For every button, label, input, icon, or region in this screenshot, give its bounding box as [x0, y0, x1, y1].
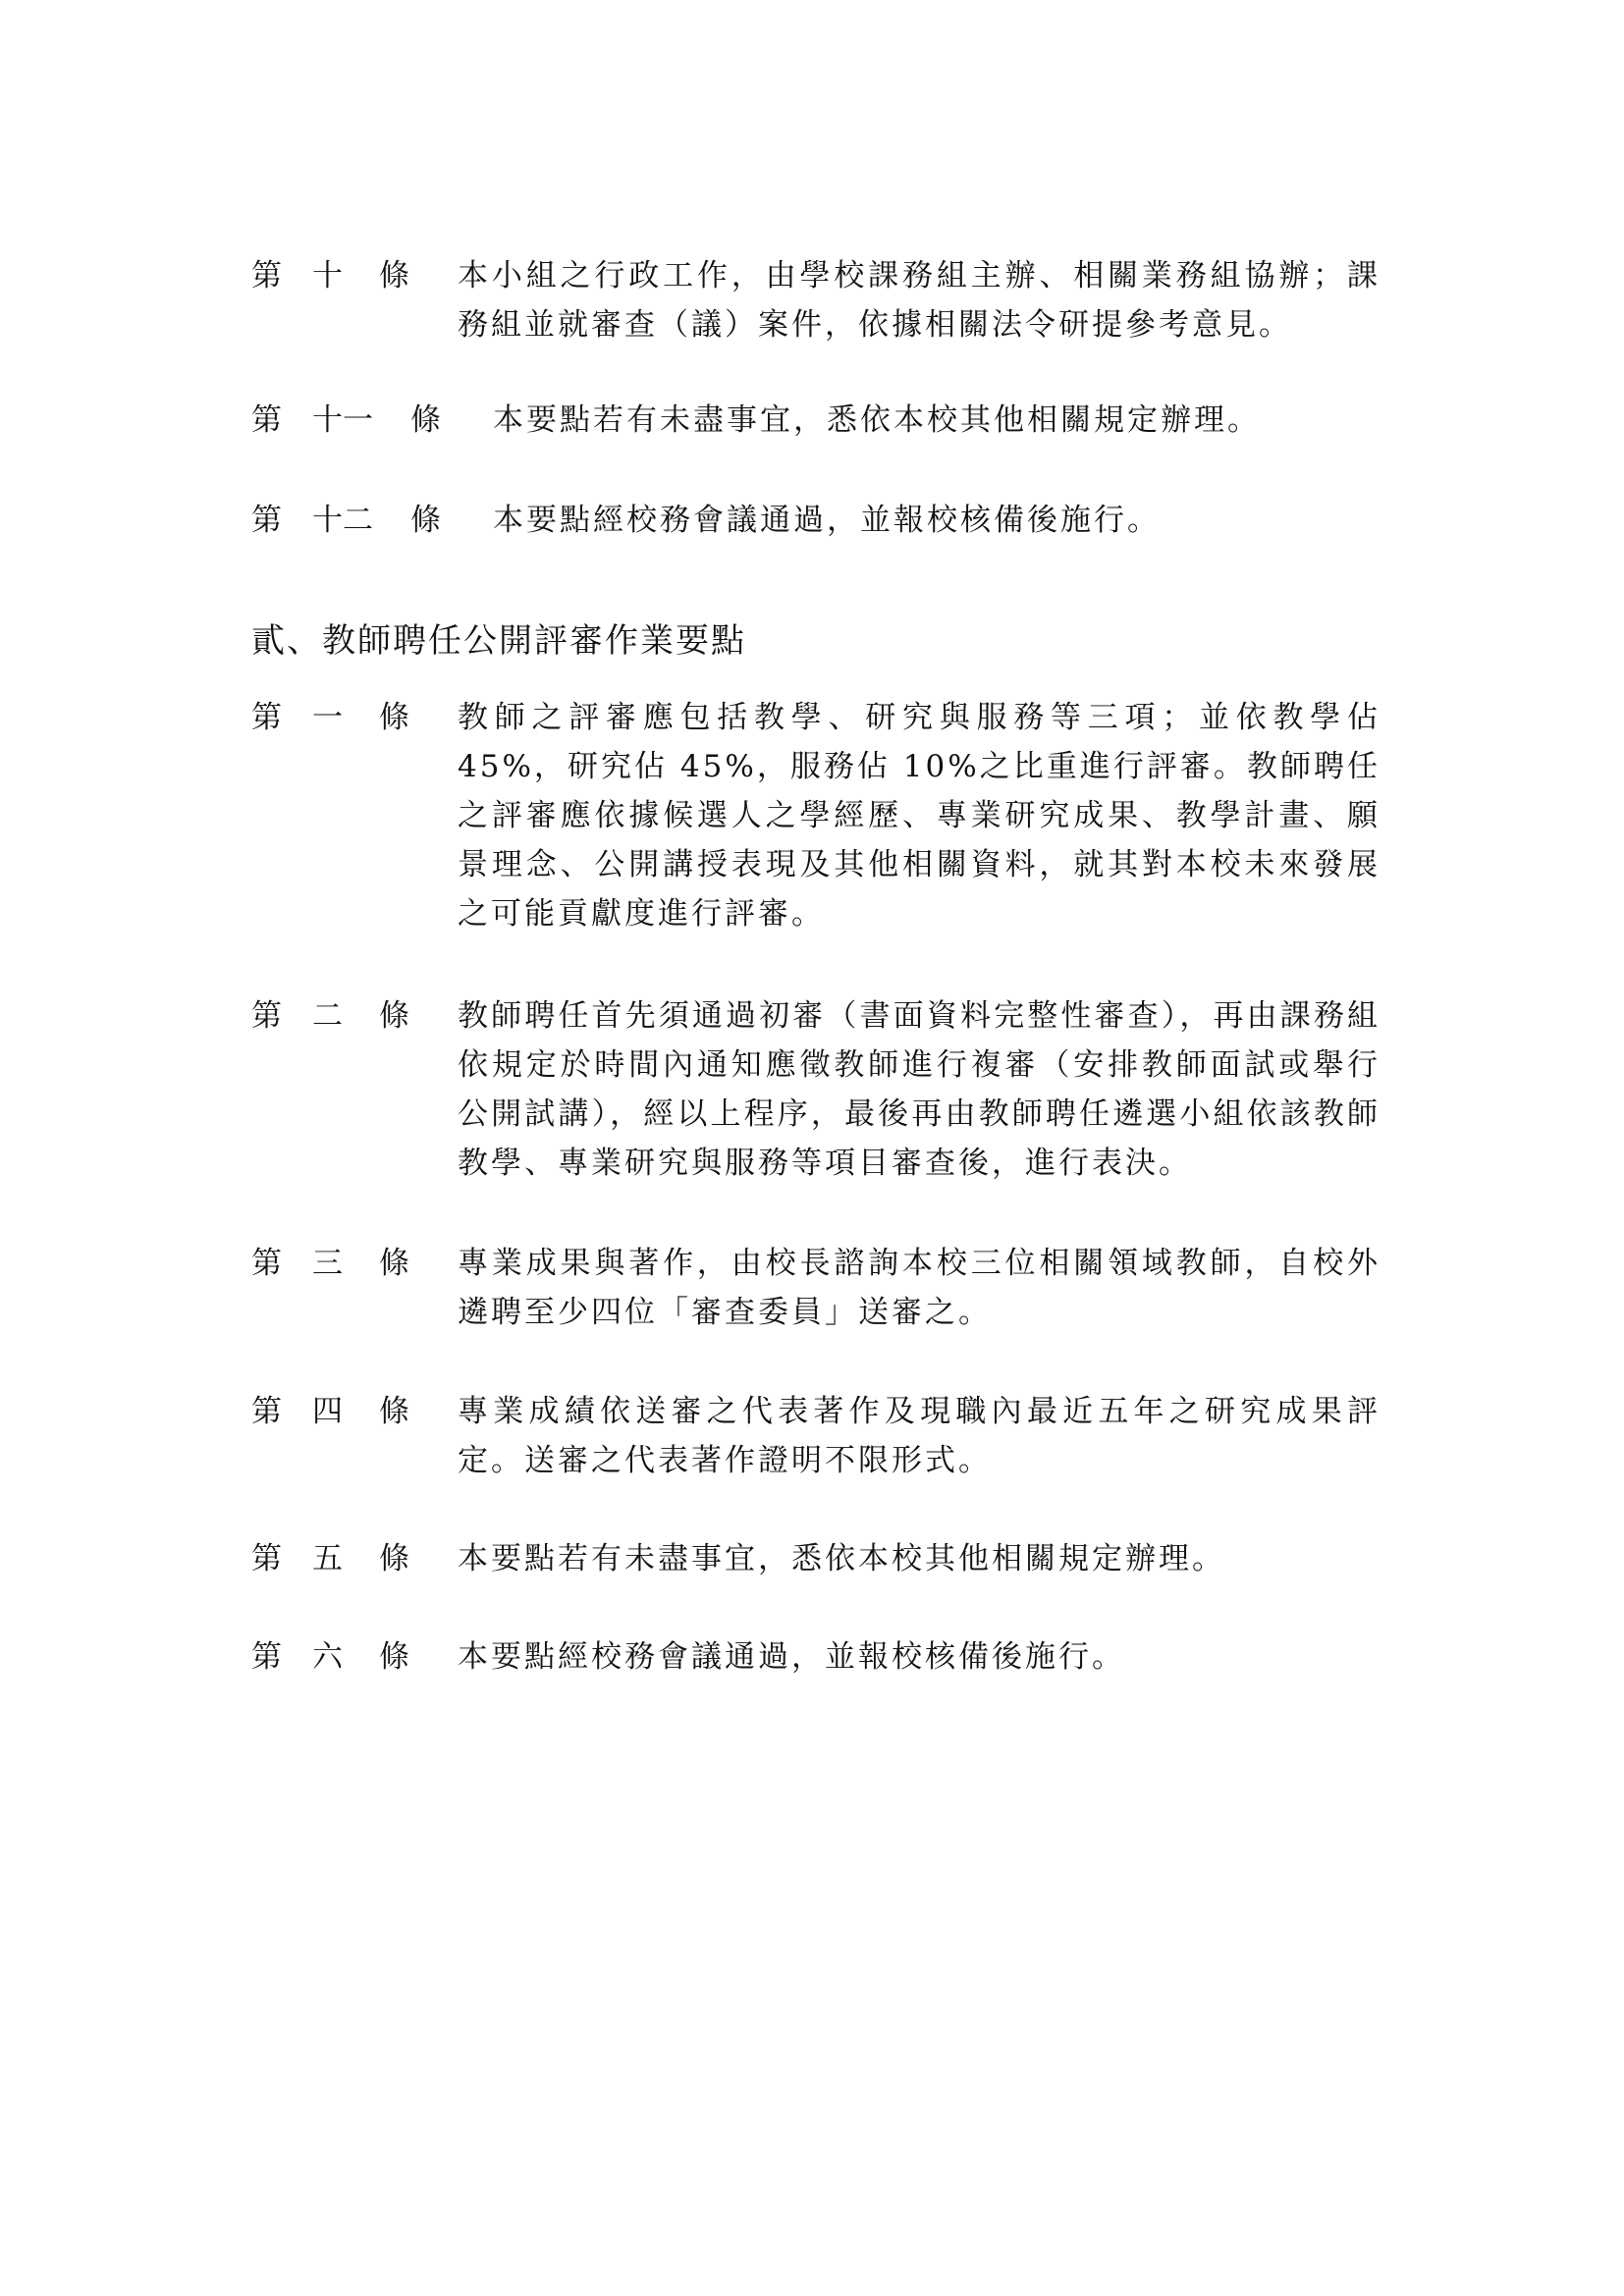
article-1: [251, 693, 1410, 938]
article-label: [251, 396, 458, 445]
article-number: 十一: [312, 402, 373, 438]
article-suffix: 條: [379, 1394, 409, 1429]
article-text: 專業成果與著作，由校長諮詢本校三位相關領域教師，自校外遴聘至少四位「審查委員」送審之。: [458, 1246, 1380, 1330]
article-number: 一: [312, 700, 343, 735]
article-2: [251, 991, 1410, 1188]
article-5: [251, 1534, 1410, 1583]
section-title: 貳、教師聘任公開評審作業要點: [251, 621, 746, 661]
article-10: [251, 251, 1410, 349]
article-12: [251, 496, 1410, 545]
article-label: [251, 1534, 458, 1583]
article-number: 三: [312, 1246, 343, 1281]
article-prefix: 第: [251, 503, 282, 538]
article-number: 五: [312, 1541, 343, 1576]
article-text: 本要點經校務會議通過，並報校核備後施行。: [493, 503, 1161, 538]
article-label: [251, 1387, 458, 1436]
article-6: [251, 1632, 1410, 1682]
article-suffix: 條: [379, 1541, 409, 1576]
article-suffix: 條: [379, 998, 409, 1034]
article-suffix: 條: [379, 1639, 409, 1675]
article-prefix: 第: [251, 1639, 282, 1675]
article-text: 本小組之行政工作，由學校課務組主辦、相關業務組協辦；課務組並就審查（議）案件，依據相關法令研提參考意見。: [458, 258, 1380, 343]
article-prefix: 第: [251, 258, 282, 294]
article-11: [251, 396, 1410, 445]
article-suffix: 條: [410, 402, 441, 438]
article-prefix: 第: [251, 1394, 282, 1429]
article-number: 六: [312, 1639, 343, 1675]
article-label: [251, 1632, 458, 1682]
article-label: [251, 251, 458, 300]
article-prefix: 第: [251, 700, 282, 735]
article-label: [251, 693, 458, 742]
article-number: 四: [312, 1394, 343, 1429]
article-text: 專業成績依送審之代表著作及現職內最近五年之研究成果評定。送審之代表著作證明不限形式。: [458, 1394, 1380, 1478]
article-text: 本要點經校務會議通過，並報校核備後施行。: [458, 1639, 1125, 1675]
article-number: 十二: [312, 503, 373, 538]
article-label: [251, 1239, 458, 1288]
article-text: 本要點若有未盡事宜，悉依本校其他相關規定辦理。: [493, 402, 1261, 438]
article-suffix: 條: [379, 258, 409, 294]
article-number: 二: [312, 998, 343, 1034]
article-text: 教師之評審應包括教學、研究與服務等三項；並依教學佔 45%，研究佔 45%，服務佔 10%之比重進行評審。教師聘任之評審應依據候選人之學經歷、專業研究成果、教學計畫、願景理念、公開講授表現及其他相關資料，就其對本校未來發展之可能貢獻度進行評審。: [458, 700, 1380, 932]
article-prefix: 第: [251, 402, 282, 438]
article-text: 教師聘任首先須通過初審（書面資料完整性審查），再由課務組依規定於時間內通知應徵教師進行複審（安排教師面試或舉行公開試講），經以上程序，最後再由教師聘任遴選小組依該教師教學、專業研究與服務等項目審查後，進行表決。: [458, 998, 1380, 1181]
article-number: 十: [312, 258, 343, 294]
article-3: [251, 1239, 1410, 1337]
article-label: [251, 991, 458, 1041]
article-suffix: 條: [379, 700, 409, 735]
article-suffix: 條: [379, 1246, 409, 1281]
article-label: [251, 496, 458, 545]
article-text: 本要點若有未盡事宜，悉依本校其他相關規定辦理。: [458, 1541, 1225, 1576]
article-suffix: 條: [410, 503, 441, 538]
article-prefix: 第: [251, 1541, 282, 1576]
article-prefix: 第: [251, 1246, 282, 1281]
article-4: [251, 1387, 1410, 1485]
article-prefix: 第: [251, 998, 282, 1034]
